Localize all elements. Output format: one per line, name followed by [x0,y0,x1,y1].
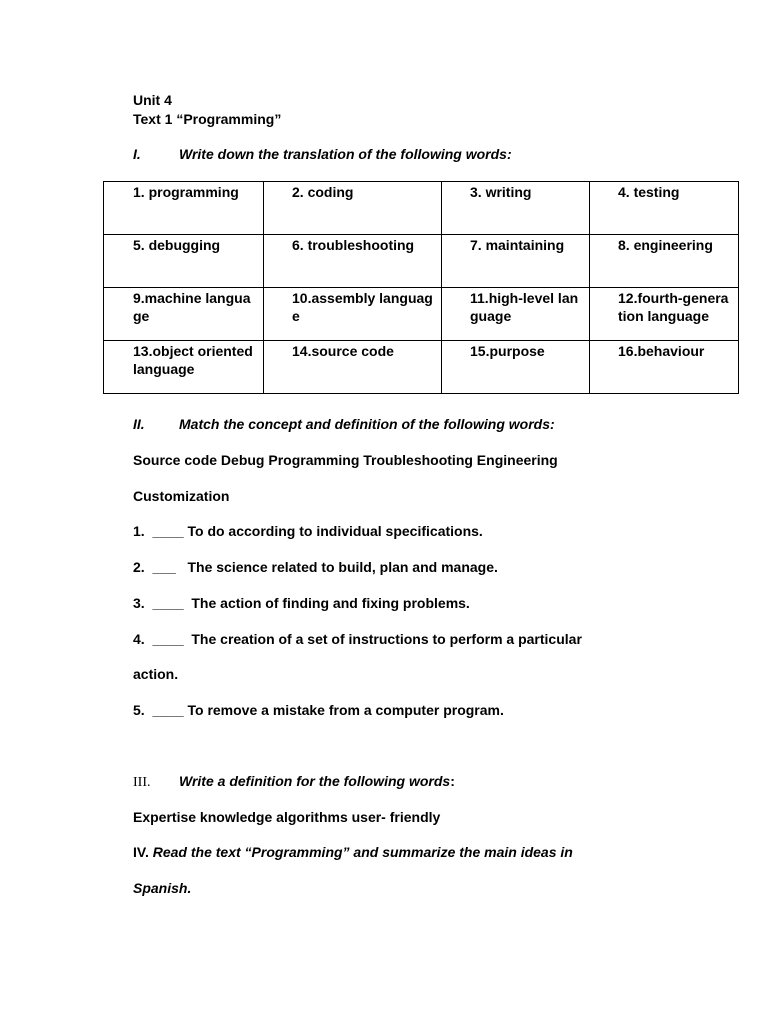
table-cell: 14.source code [264,341,442,394]
table-cell: 11.high-level language [442,288,590,341]
section-4-heading [133,843,573,861]
section-3-text: Write a definition for the following words [179,773,451,789]
definition-words: Expertise knowledge algorithms user- friendly [133,809,441,825]
table-row [104,235,739,288]
table-cell: 13.object oriented language [104,341,264,394]
table-cell: 7. maintaining [442,235,590,288]
vocabulary-table [103,181,739,394]
match-item: 3. ____ The action of finding and fixing problems. [133,595,470,611]
table-cell: 6. troubleshooting [264,235,442,288]
match-item: 1. ____ To do according to individual specifications. [133,523,483,539]
table-cell: 8. engineering [590,235,739,288]
table-cell: 1. programming [104,182,264,235]
section-1-number: I. [133,146,141,162]
word-bank-line-2: Customization [133,488,230,504]
table-row [104,288,739,341]
table-cell: 5. debugging [104,235,264,288]
section-3-colon: : [450,773,455,789]
match-item: 5. ____ To remove a mistake from a computer program. [133,702,504,718]
table-row [104,341,739,394]
word-bank-line-1: Source code Debug Programming Troubleshooting Engineering [133,452,558,468]
table-cell: 16.behaviour [590,341,739,394]
section-3-heading [133,772,455,792]
section-4-text-continuation: Spanish. [133,880,192,896]
table-cell: 10.assembly language [264,288,442,341]
section-1-heading [133,145,512,163]
table-cell: 3. writing [442,182,590,235]
table-row [104,182,739,235]
table-cell: 4. testing [590,182,739,235]
section-3-number: III. [133,775,151,790]
section-4-number: IV. [133,844,149,860]
table-cell: 9.machine language [104,288,264,341]
text-title: Text 1 “Programming” [133,111,282,127]
unit-label: Unit 4 [133,92,172,108]
section-4-text: Read the text “Programming” and summarize the main ideas in [148,844,573,860]
section-2-heading [133,415,555,433]
section-2-text: Match the concept and definition of the following words: [179,416,555,432]
section-1-text: Write down the translation of the following words: [179,146,512,162]
section-2-number: II. [133,416,145,432]
match-item: 4. ____ The creation of a set of instructions to perform a particular [133,631,582,647]
table-cell: 12.fourth-generation language [590,288,739,341]
table-cell: 2. coding [264,182,442,235]
table-cell: 15.purpose [442,341,590,394]
match-item-continuation: action. [133,666,179,682]
match-item: 2. ___ The science related to build, plan and manage. [133,559,498,575]
